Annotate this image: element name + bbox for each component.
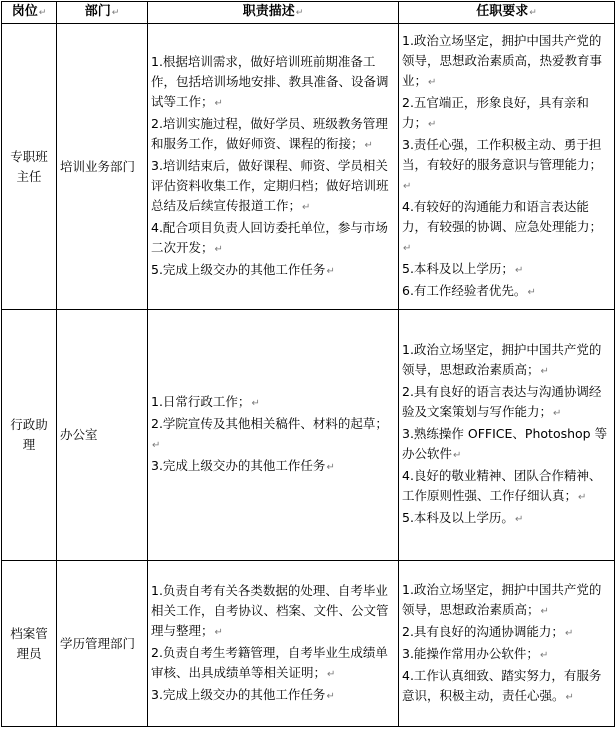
duty-item: 2.学院宣传及其他相关稿件、材料的起草；↵	[151, 416, 388, 451]
requirement-item: 2.具有良好的语言表达与沟通协调经验及文案策划与写作能力；↵	[402, 384, 602, 419]
duty-item: 1.负责自考有关各类数据的处理、自考毕业相关工作，自考协议、档案、文件、公文管理与整理；↵	[151, 582, 389, 638]
requirement-item: 1.政治立场坚定，拥护中国共产党的领导，思想政治素质高；↵	[402, 342, 602, 377]
requirement-item: 4.良好的敬业精神、团队合作精神、工作原则性强、工作仔细认真；↵	[402, 468, 602, 503]
table-header-row	[2, 2, 615, 24]
requirement-item: 5.本科及以上学历；↵	[402, 260, 524, 276]
requirements-cell	[399, 561, 615, 727]
header-position: 岗位↵	[2, 2, 57, 24]
requirement-item: 4.有较好的沟通能力和语言表达能力，有较强的协调、应急处理能力；↵	[402, 198, 603, 254]
department-cell: 学历管理部门	[57, 561, 148, 727]
duties-cell	[148, 561, 399, 727]
requirements-cell	[399, 310, 615, 561]
requirements-cell	[399, 24, 615, 310]
job-requirements-table	[1, 1, 615, 727]
department-cell: 培训业务部门	[57, 24, 148, 310]
requirement-item: 1.政治立场坚定，拥护中国共产党的领导，思想政治素质高；↵	[402, 581, 602, 617]
position-cell: 专职班主任	[2, 24, 57, 310]
duty-item: 3.完成上级交办的其他工作任务↵	[151, 458, 335, 473]
department-cell: 办公室	[57, 310, 148, 561]
duty-item: 5.完成上级交办的其他工作任务↵	[151, 261, 335, 277]
requirement-item: 2.五官端正，形象良好，具有亲和力；↵	[402, 94, 589, 130]
duties-cell	[148, 310, 399, 561]
requirement-item: 3.责任心强，工作积极主动、勇于担当，有较好的服务意识与管理能力；↵	[402, 136, 603, 192]
header-requirements: 任职要求↵	[399, 2, 615, 24]
requirement-item: 6.有工作经验者优先。↵	[402, 282, 536, 298]
duty-item: 4.配合项目负责人回访委托单位，参与市场二次开发；↵	[151, 219, 388, 255]
header-duties: 职责描述↵	[148, 2, 399, 24]
duty-item: 2.培训实施过程，做好学员、班级教务管理和服务工作，做好师资、课程的衔接；↵	[151, 115, 388, 151]
duty-item: 1.根据培训需求，做好培训班前期准备工作，包括培训场地安排、教具准备、设备调试等工作；↵	[151, 53, 389, 109]
requirement-item: 3.能操作常用办公软件；↵	[402, 645, 549, 661]
duty-item: 3.培训结束后，做好课程、师资、学员相关评估资料收集工作，定期归档；做好培训班总结及后续宣传报道工作；↵	[151, 157, 389, 213]
table-row	[2, 561, 615, 727]
table-row	[2, 310, 615, 561]
duties-cell	[148, 24, 399, 310]
header-department: 部门↵	[57, 2, 148, 24]
requirement-item: 4.工作认真细致、踏实努力，有服务意识，积极主动，责任心强。↵	[402, 667, 602, 703]
table-row	[2, 24, 615, 310]
duty-item: 1.日常行政工作；↵	[151, 394, 260, 409]
requirement-item: 5.本科及以上学历。↵	[402, 510, 524, 525]
requirement-item: 2.具有良好的沟通协调能力；↵	[402, 623, 574, 639]
requirement-item: 3.熟练操作 OFFICE、Photoshop 等办公软件↵	[402, 426, 608, 461]
requirement-item: 1.政治立场坚定，拥护中国共产党的领导，思想政治素质高，热爱教育事业；↵	[402, 32, 603, 88]
duty-item: 2.负责自考生考籍管理，自考毕业生成绩单审核、出具成绩单等相关证明；↵	[151, 644, 388, 680]
duty-item: 3.完成上级交办的其他工作任务↵	[151, 686, 335, 702]
position-cell: 档案管理员	[2, 561, 57, 727]
position-cell: 行政助理	[2, 310, 57, 561]
